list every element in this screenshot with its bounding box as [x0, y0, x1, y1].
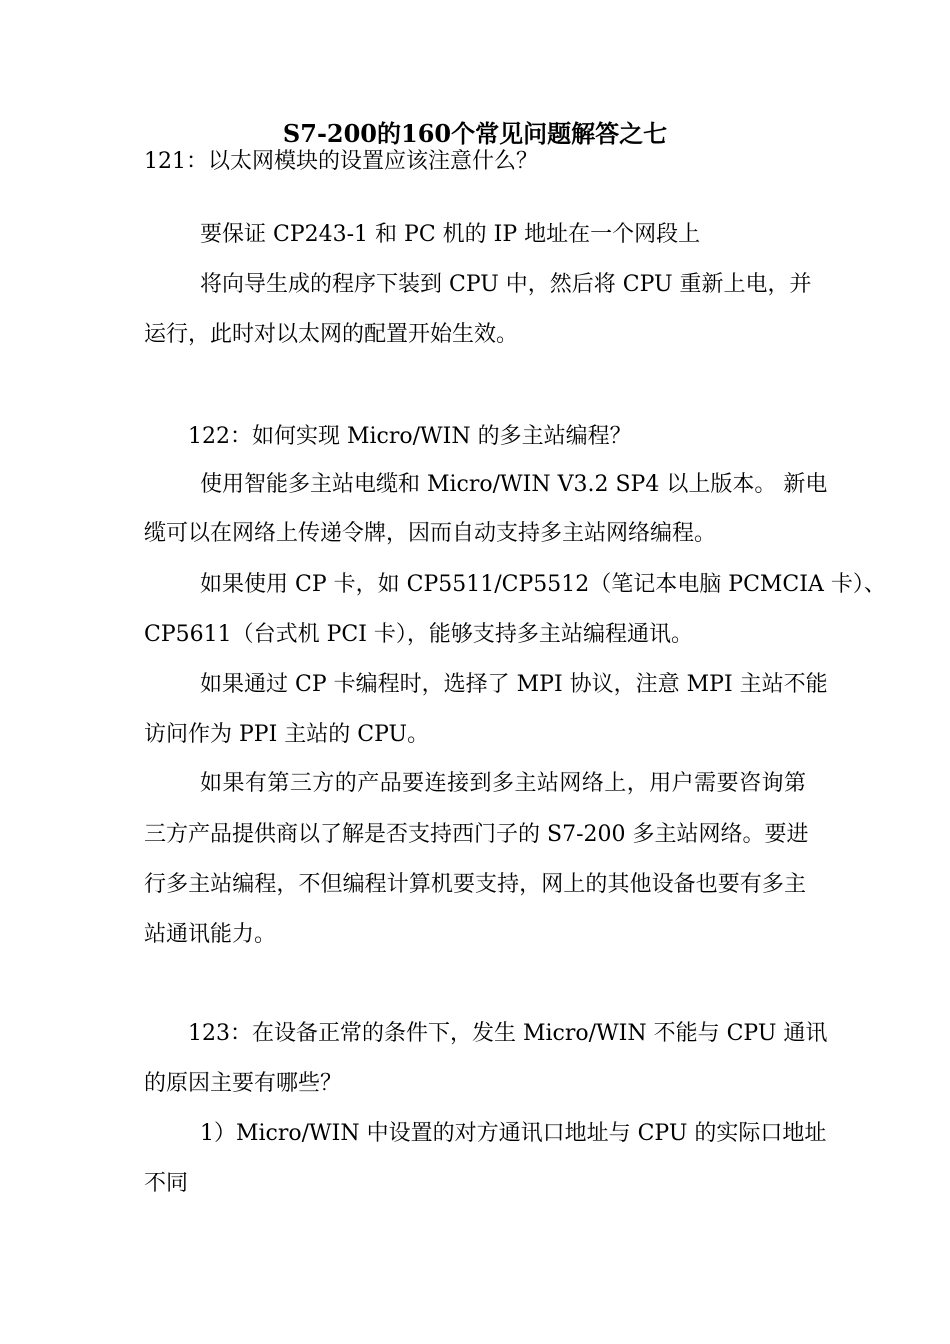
answer-123-line-1: 1）Micro/WIN 中设置的对方通讯口地址与 CPU 的实际口地址	[200, 1121, 827, 1146]
answer-122-line-3: 如果使用 CP 卡，如 CP5511/CP5512（笔记本电脑 PCMCIA 卡）、	[200, 572, 886, 597]
answer-122-line-1: 使用智能多主站电缆和 Micro/WIN V3.2 SP4 以上版本。 新电	[200, 472, 828, 497]
question-121: 121：以太网模块的设置应该注意什么？	[144, 149, 538, 174]
answer-122-line-6: 访问作为 PPI 主站的 CPU。	[144, 722, 430, 747]
answer-122-line-4: CP5611（台式机 PCI 卡），能够支持多主站编程通讯。	[144, 622, 693, 647]
answer-122-line-9: 行多主站编程，不但编程计算机要支持，网上的其他设备也要有多主	[144, 872, 806, 897]
answer-121-line-3: 运行，此时对以太网的配置开始生效。	[144, 322, 519, 347]
question-122: 122：如何实现 Micro/WIN 的多主站编程？	[188, 424, 632, 449]
question-123-line-2: 的原因主要有哪些？	[144, 1071, 343, 1096]
answer-121-line-1: 要保证 CP243-1 和 PC 机的 IP 地址在一个网段上	[200, 222, 701, 247]
answer-122-line-7: 如果有第三方的产品要连接到多主站网络上，用户需要咨询第	[200, 771, 806, 796]
answer-122-line-10: 站通讯能力。	[144, 922, 277, 947]
question-123-line-1: 123：在设备正常的条件下，发生 Micro/WIN 不能与 CPU 通讯	[188, 1021, 828, 1046]
answer-122-line-8: 三方产品提供商以了解是否支持西门子的 S7-200 多主站网络。要进	[144, 822, 809, 847]
answer-121-line-2: 将向导生成的程序下装到 CPU 中，然后将 CPU 重新上电，并	[200, 272, 812, 297]
document-title: S7-200的160个常见问题解答之七	[282, 119, 668, 148]
answer-122-line-2: 缆可以在网络上传递令牌，因而自动支持多主站网络编程。	[144, 521, 717, 546]
answer-123-line-2: 不同	[144, 1171, 189, 1196]
answer-122-line-5: 如果通过 CP 卡编程时，选择了 MPI 协议，注意 MPI 主站不能	[200, 672, 828, 697]
